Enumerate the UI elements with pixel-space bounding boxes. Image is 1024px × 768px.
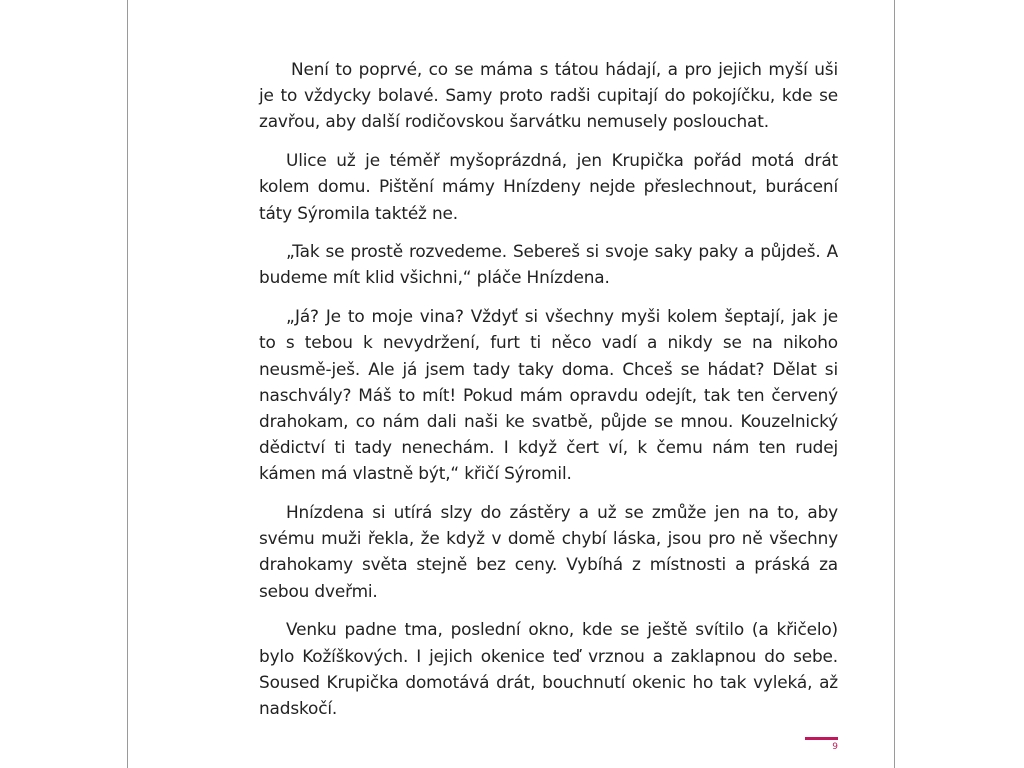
- paragraph-6: Venku padne tma, poslední okno, kde se ještě svítilo (a křičelo) bylo Kožíškových. I jejich okenice teď vrznou a zaklapnou do sebe. Soused Krupička domotává drát, bouchnutí okenic ho tak vyleká, až nadskočí.: [259, 619, 838, 718]
- book-page: [127, 0, 895, 768]
- page-number: 9: [832, 742, 838, 752]
- paragraph-2: Ulice už je téměř myšoprázdná, jen Krupička pořád motá drát kolem domu. Pištění mámy Hnízdeny nejde přeslechnout, burácení táty Sýromila taktéž ne.: [259, 150, 838, 223]
- paragraph-4: „Já? Je to moje vina? Vždyť si všechny myši kolem šeptají, jak je to s tebou k nevydržení, furt ti něco vadí a nikdy se na nikoho neusmě-ješ. Ale já jsem tady taky doma. Chceš se hádat? Dělat si naschvály? Máš to mít! Pokud mám opravdu odejít, tak ten červený drahokam, co nám dali naši ke svatbě, půjde se mnou. Kouzelnický dědictví ti tady nenechám. I když čert ví, k čemu nám ten rudej kámen má vlastně být,“ křičí Sýromil.: [259, 306, 838, 484]
- body-text: [259, 56, 838, 734]
- paragraph-3: „Tak se prostě rozvedeme. Sebereš si svoje saky paky a půjdeš. A budeme mít klid všichni,“ pláče Hnízdena.: [259, 241, 838, 288]
- paragraph-1: Není to poprvé, co se máma s tátou hádají, a pro jejich myší uši je to vždycky bolavé. Samy proto radši cupitají do pokojíčku, kde se zavřou, aby další rodičovskou šarvátku nemusely poslouchat.: [259, 59, 838, 132]
- paragraph-5: Hnízdena si utírá slzy do zástěry a už se zmůže jen na to, aby svému muži řekla, že když v domě chybí láska, jsou pro ně všechny drahokamy světa stejně bez ceny. Vybíhá z místnosti a práská za sebou dveřmi.: [259, 502, 838, 601]
- page-number-accent-bar: [805, 737, 838, 740]
